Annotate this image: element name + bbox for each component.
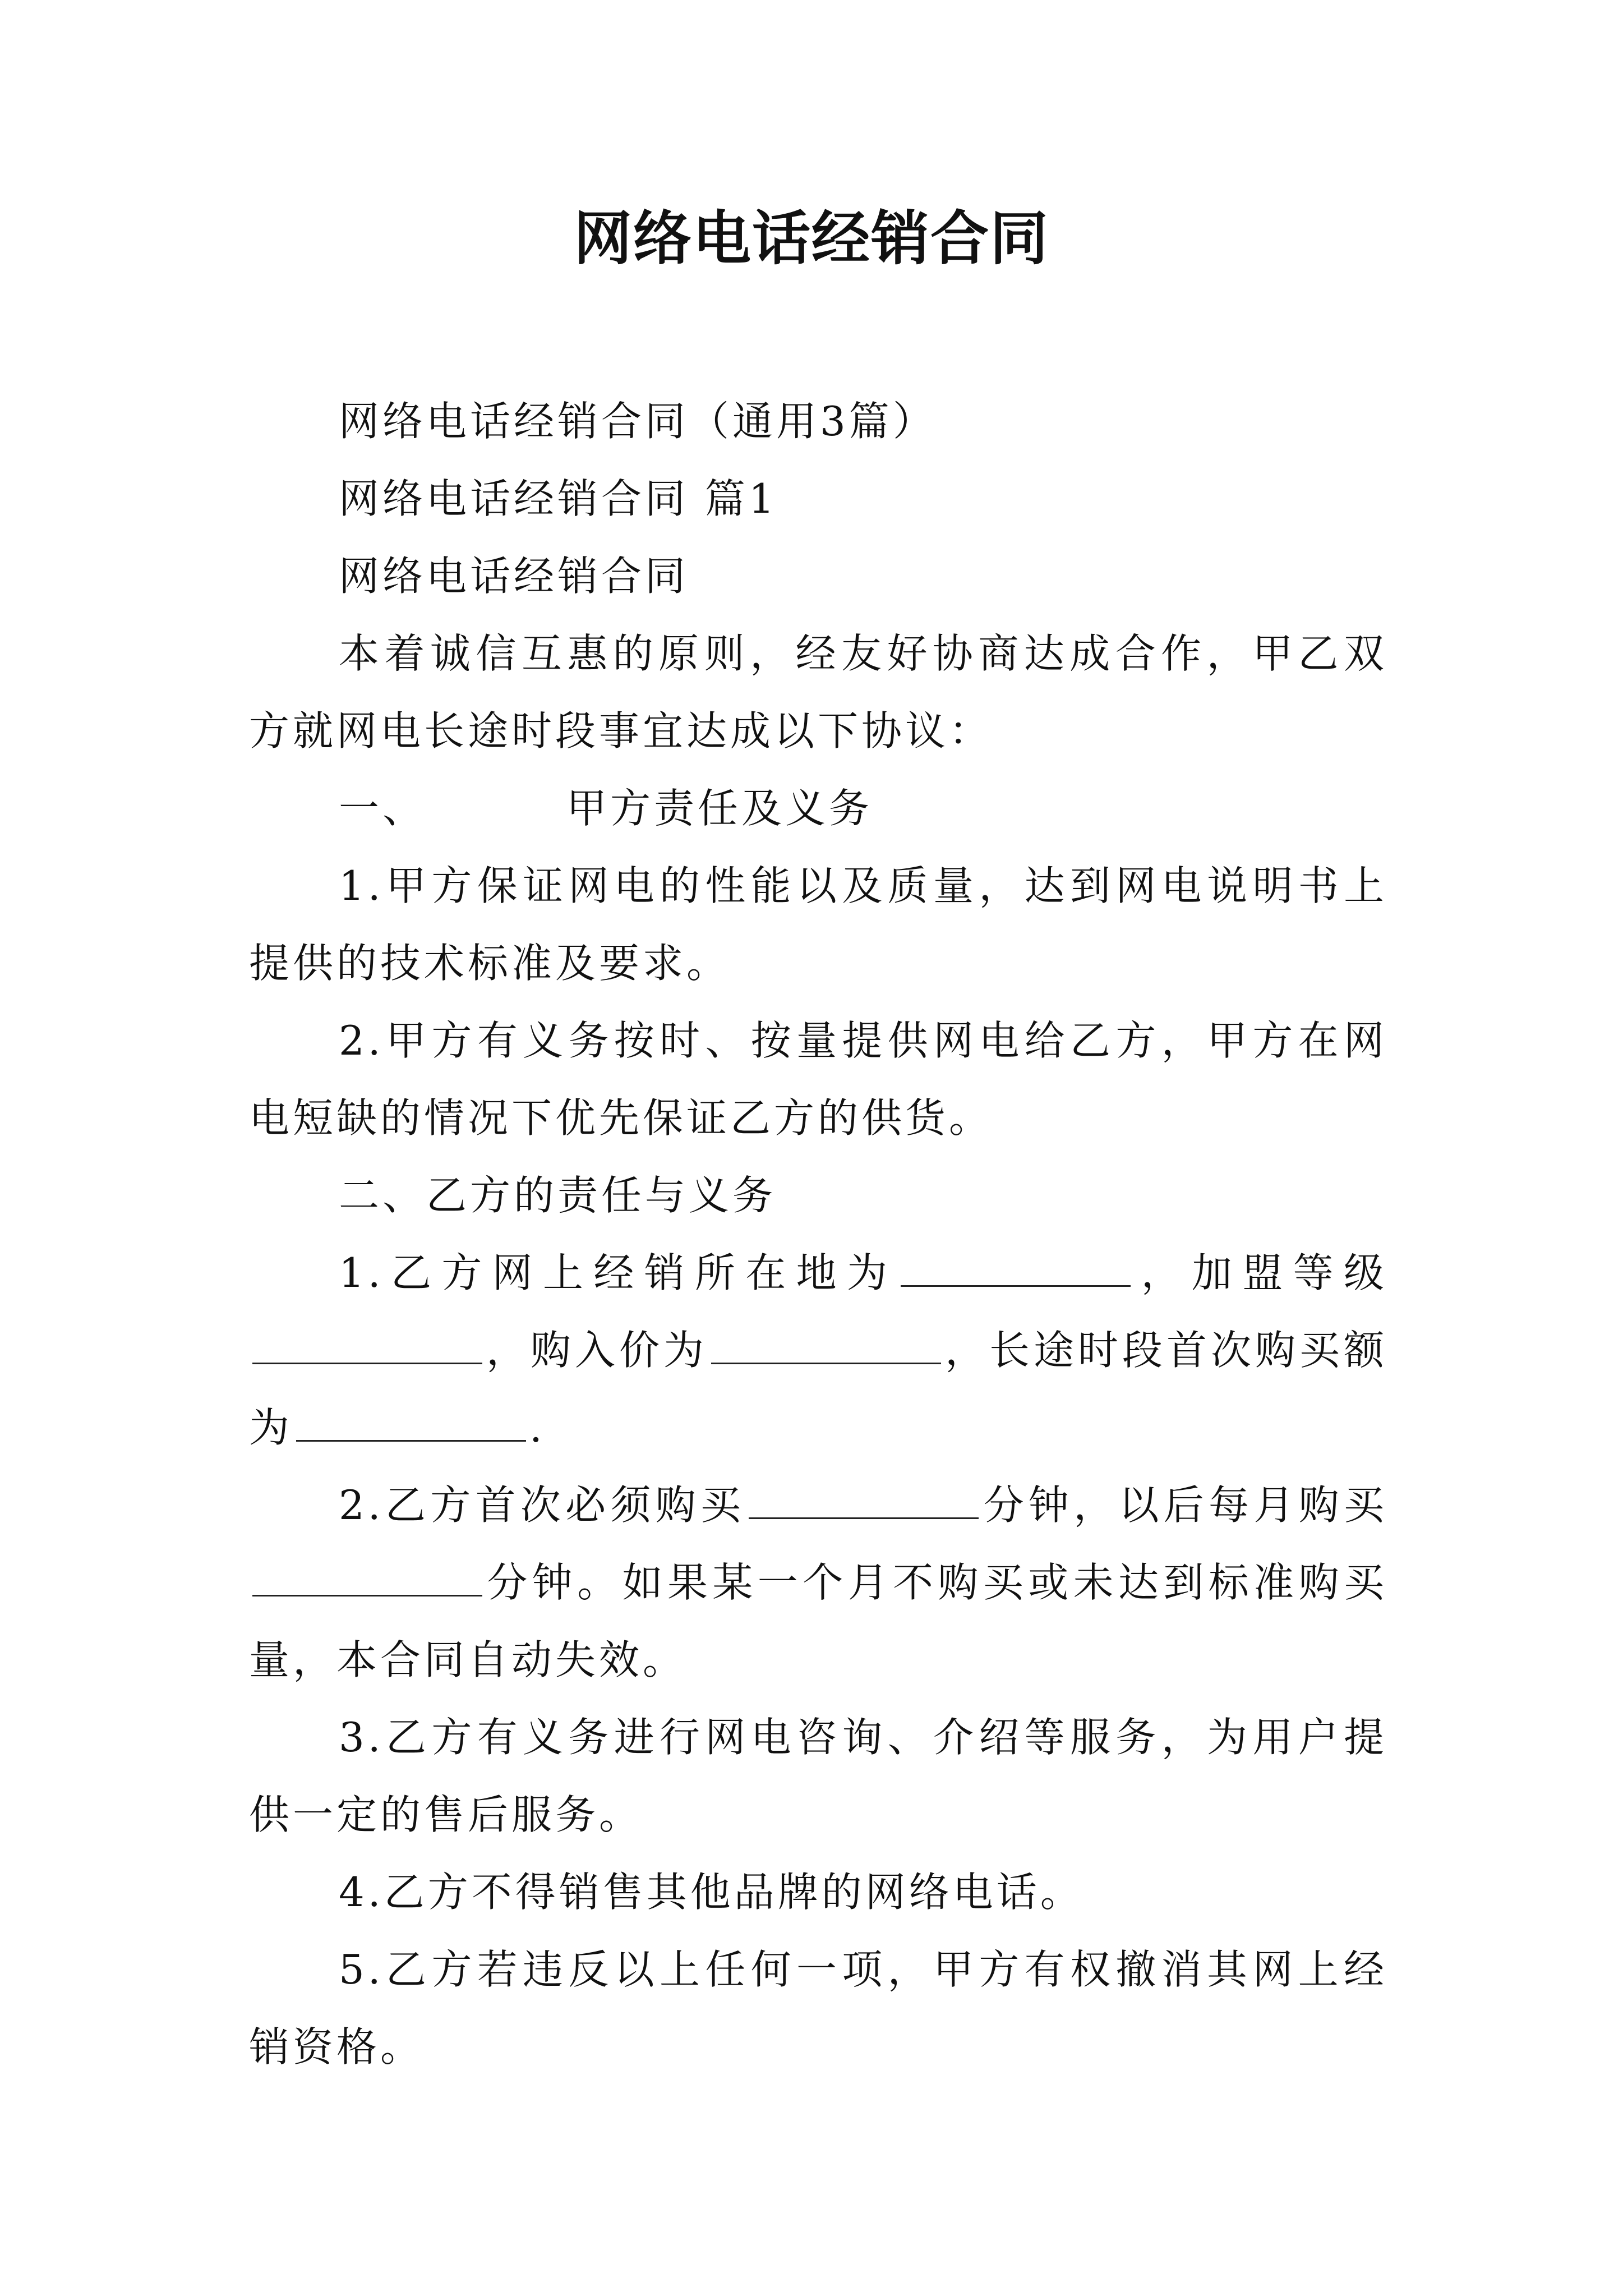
clause-b1 [249, 1234, 1387, 1466]
blank-line-level [252, 1329, 482, 1364]
heading-number: 一、 [339, 785, 427, 832]
blank-line-price [711, 1329, 941, 1364]
paragraph-contract-name: 网络电话经销合同 [339, 553, 689, 600]
clause-a2: 2.甲方有义务按时、按量提供网电给乙方，甲方在网电短缺的情况下优先保证乙方的供货。 [249, 1017, 1387, 1142]
clause-b2-text-b: 分钟，以后每月购买 [982, 1481, 1387, 1529]
heading-text: 甲方责任及义务 [566, 785, 873, 832]
blank-line-first-amount [296, 1406, 526, 1442]
clause-a1: 1.甲方保证网电的性能以及质量，达到网电说明书上提供的技术标准及要求。 [249, 862, 1387, 987]
document-body [249, 383, 1387, 2086]
paragraph-section-heading: 网络电话经销合同 篇1 [339, 475, 778, 522]
clause-b2-text-a: 2.乙方首次必须购买 [339, 1481, 746, 1529]
blank-line-location [901, 1251, 1131, 1287]
document-title: 网络电话经销合同 [573, 204, 1049, 273]
clause-b2-text-c: 分钟。如果某一个月不购买或未达到标准购买量，本合同自动失效。 [249, 1559, 1387, 1683]
blank-line-first-minutes [749, 1484, 979, 1519]
heading-party-b-duties: 二、乙方的责任与义务 [339, 1172, 777, 1219]
clause-b1-text-b: ，加盟等级 [1134, 1249, 1387, 1296]
paragraph-subtitle: 网络电话经销合同（通用3篇） [339, 398, 937, 445]
clause-b1-text-d: ，长途时段首次购买额为 [249, 1327, 1387, 1451]
blank-line-monthly-minutes [252, 1561, 482, 1596]
clause-b5: 5.乙方若违反以上任何一项，甲方有权撤消其网上经销资格。 [249, 1946, 1387, 2070]
clause-b1-text-e: . [529, 1404, 546, 1451]
clause-b4: 4.乙方不得销售其他品牌的网络电话。 [339, 1869, 1084, 1916]
paragraph-preamble: 本着诚信互惠的原则，经友好协商达成合作，甲乙双方就网电长途时段事宜达成以下协议： [249, 630, 1387, 754]
clause-b2 [249, 1466, 1387, 1699]
clause-b1-text-a: 1.乙方网上经销所在地为 [339, 1249, 898, 1296]
heading-party-a-duties [249, 770, 1387, 847]
clause-b3: 3.乙方有义务进行网电咨询、介绍等服务，为用户提供一定的售后服务。 [249, 1714, 1387, 1838]
clause-b1-text-c: ，购入价为 [486, 1327, 708, 1374]
